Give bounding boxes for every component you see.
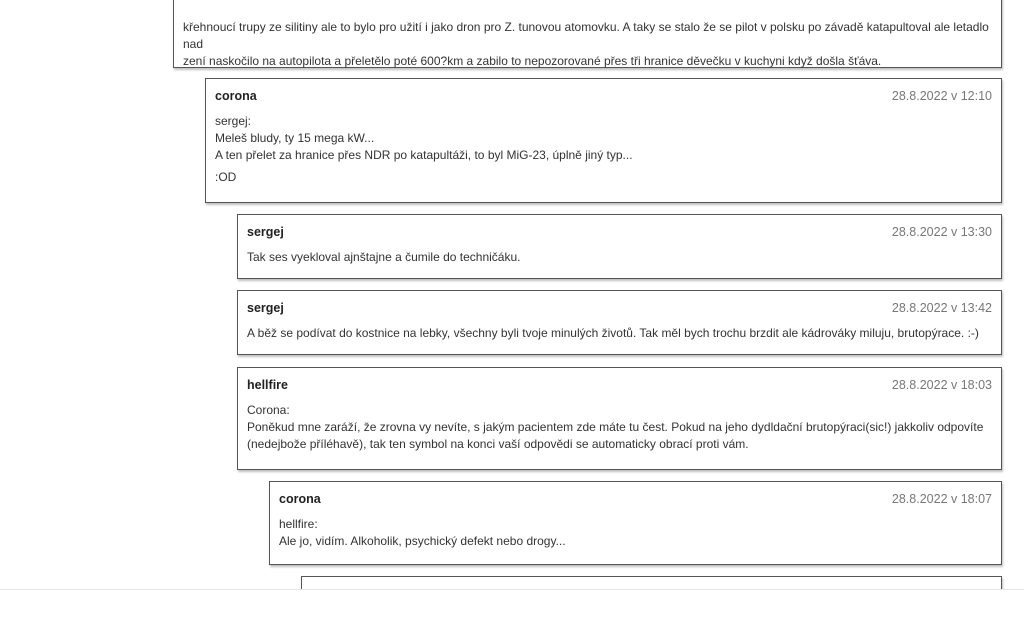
bottom-bar xyxy=(0,589,1024,641)
comment-line: :OD xyxy=(215,170,237,184)
comment xyxy=(237,367,1002,470)
comment xyxy=(269,481,1002,565)
comment-body xyxy=(247,249,992,266)
comment-date: 28.8.2022 v 13:30 xyxy=(891,225,992,239)
comment-header xyxy=(247,224,992,241)
comment-body xyxy=(247,402,992,453)
comment-line: sergej: xyxy=(215,114,252,128)
comment-author[interactable]: sergej xyxy=(247,301,284,315)
comment-line: (nedejbože příléhavě), tak ten symbol na konci vaší odpovědi se automaticky obrací proti vám. xyxy=(247,437,749,451)
comment xyxy=(237,214,1002,279)
comment-line: Poněkud mne zaráží, že zrovna vy nevíte, s jakým pacientem zde máte tu čest. Pokud na jeho dydldační brutopýraci(sic!) jakkoliv odpovíte xyxy=(247,420,984,434)
comment-line: A ten přelet za hranice přes NDR po katapultáži, to byl MiG-23, úplně jiný typ... xyxy=(215,148,633,162)
comment-line: hellfire: xyxy=(279,517,318,531)
comment-date: 28.8.2022 v 13:42 xyxy=(891,301,992,315)
comment-line: Ale jo, vidím. Alkoholik, psychický defekt nebo drogy... xyxy=(279,534,566,548)
comment xyxy=(173,0,1002,68)
comment-body xyxy=(215,113,992,186)
comment-date: 28.8.2022 v 12:10 xyxy=(891,89,992,103)
comment-date: 28.8.2022 v 18:03 xyxy=(891,378,992,392)
comment-body xyxy=(247,325,992,342)
comment xyxy=(205,78,1002,203)
comment-line: Tak ses vyekloval ajnštajne a čumile do techničáku. xyxy=(247,250,521,264)
comment-body xyxy=(279,516,992,550)
comment-author[interactable]: corona xyxy=(215,89,257,103)
comment-author[interactable]: hellfire xyxy=(247,378,288,392)
comment-line: křehnoucí trupy ze silitiny ale to bylo pro užití i jako dron pro Z. tunovou atomovku. A taky se stalo že se pilot v polsku po závadě katapultoval ale letadlo nad xyxy=(183,20,989,51)
comment-author[interactable]: corona xyxy=(279,492,321,506)
comment-line: A běž se podívat do kostnice na lebky, všechny byli tvoje minulých životů. Tak měl bych trochu brzdit ale kádrováky miluju, brutopýrace. :-) xyxy=(247,326,979,340)
comment-header xyxy=(247,377,992,394)
comment-date: 28.8.2022 v 18:07 xyxy=(891,492,992,506)
comment-line: Corona: xyxy=(247,403,290,417)
comment-header xyxy=(279,491,992,508)
comment-author[interactable]: sergej xyxy=(247,225,284,239)
comment-body xyxy=(183,19,992,70)
comment-header xyxy=(215,88,992,105)
comment-line: zení naskočilo na autopilota a přeletělo poté 600?km a zabilo to nepozorované přes tři hranice děvečku v kuchyni když došla šťáva. xyxy=(183,54,882,68)
comment xyxy=(237,290,1002,355)
comment-partial xyxy=(301,576,1002,589)
comment-header xyxy=(247,300,992,317)
comment-line: Meleš bludy, ty 15 mega kW... xyxy=(215,131,375,145)
